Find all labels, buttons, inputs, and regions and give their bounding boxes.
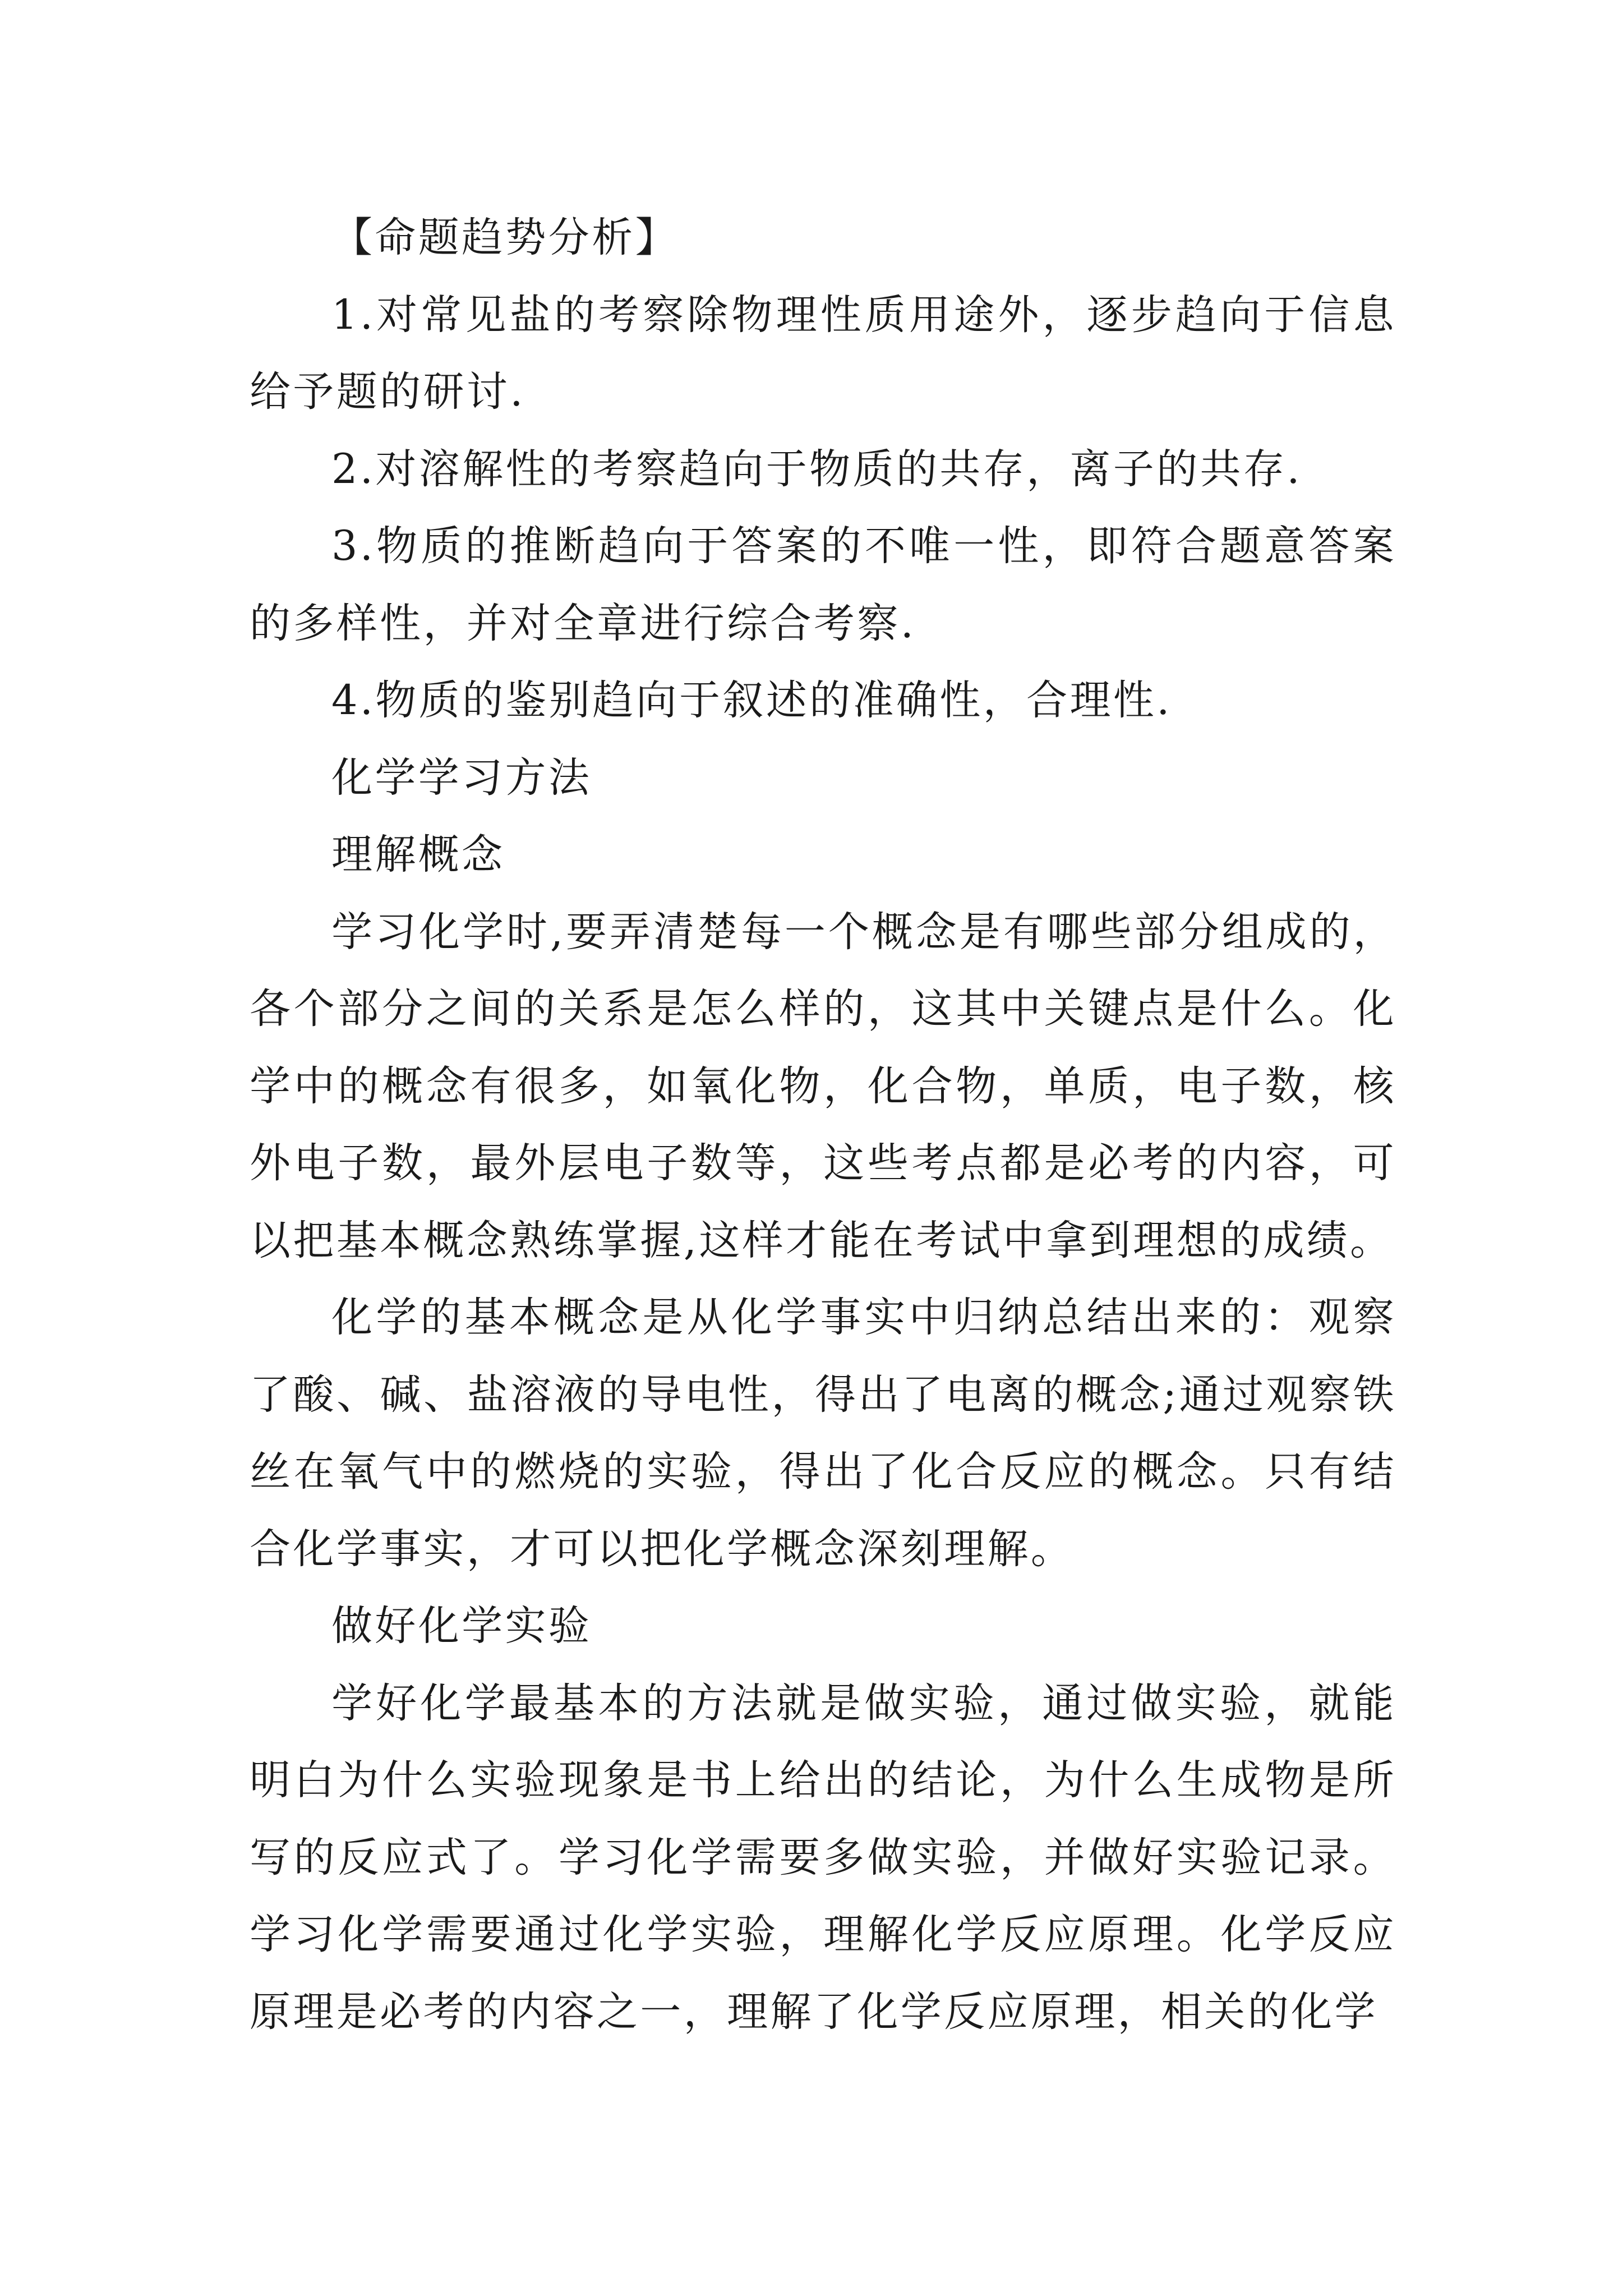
- section-heading-study-methods: 化学学习方法: [331, 753, 592, 802]
- paragraph-point-2: 2.对溶解性的考察趋向于物质的共存，离子的共存.: [331, 445, 1302, 493]
- subheading-experiments: 做好化学实验: [331, 1602, 592, 1650]
- paragraph-point-4: 4.物质的鉴别趋向于叙述的准确性，合理性.: [331, 677, 1172, 724]
- paragraph-experiments: 学好化学最基本的方法就是做实验，通过做实验，就能明白为什么实验现象是书上给出的结论，为什么生成物是所写的反应式了。学习化学需要多做实验，并做好实验记录。学习化学需要通过化学实验，理解化学反应原理。化学反应原理是必考的内容之一，理解了化学反应原理，相关的化学: [250, 1679, 1396, 2036]
- subheading-understand-concepts: 理解概念: [331, 831, 505, 878]
- paragraph-concepts-2: 化学的基本概念是从化学事实中归纳总结出来的：观察了酸、碱、盐溶液的导电性，得出了电离的概念;通过观察铁丝在氧气中的燃烧的实验，得出了化合反应的概念。只有结合化学事实，才可以把化学概念深刻理解。: [250, 1294, 1396, 1573]
- section-heading-trend-analysis: 【命题趋势分析】: [331, 214, 679, 261]
- document-body: [250, 199, 1396, 2050]
- paragraph-concepts-1: 学习化学时,要弄清楚每一个概念是有哪些部分组成的，各个部分之间的关系是怎么样的，这其中关键点是什么。化学中的概念有很多，如氧化物，化合物，单质，电子数，核外电子数，最外层电子数等，这些考点都是必考的内容，可以把基本概念熟练掌握,这样才能在考试中拿到理想的成绩。: [250, 908, 1396, 1264]
- paragraph-point-3: 3.物质的推断趋向于答案的不唯一性，即符合题意答案的多样性，并对全章进行综合考察.: [250, 522, 1396, 647]
- paragraph-point-1: 1.对常见盐的考察除物理性质用途外，逐步趋向于信息给予题的研讨.: [250, 291, 1396, 416]
